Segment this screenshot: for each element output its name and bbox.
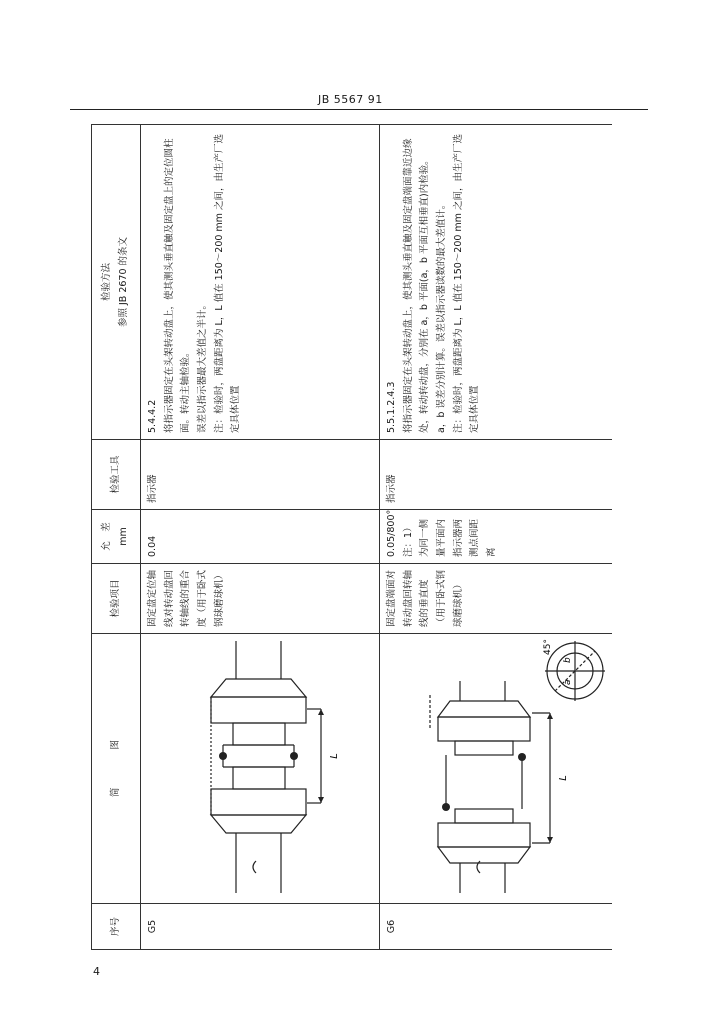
label-length-g6: L	[558, 775, 569, 781]
label-angle: 45°	[543, 639, 553, 655]
diagram-g6	[380, 633, 612, 903]
method-clause: 5.5.1.2.4.3	[386, 381, 397, 433]
page-number: 4	[93, 965, 100, 978]
header-method	[92, 125, 141, 440]
row-method	[380, 125, 613, 440]
header-method-title: 检验方法	[101, 263, 113, 302]
table-row	[380, 125, 613, 950]
rotated-table	[91, 124, 612, 950]
method-clause: 5.4.4.2	[147, 399, 158, 433]
diagram-g5	[141, 633, 379, 903]
spec-table-container	[91, 124, 612, 950]
method-error: a，b 误差分别计算。误差以指示器读数的最大差值计。	[435, 199, 447, 433]
method-step: 将指示器固定在头架转动盘上，使其测头垂直触及固定盘上的定位圆柱面。转动主轴检验。	[163, 138, 192, 433]
label-length-g5: L	[329, 753, 340, 759]
tolerance-note: 注：1）为同一侧量平面内指示器两测点间距离	[402, 518, 497, 557]
header-tool: 检验工具	[92, 440, 141, 510]
row-item: 固定盘定位轴线对转动盘回转轴线的重合度（用于卧式钢球磨球机）	[141, 564, 380, 634]
row-no: G5	[141, 904, 380, 950]
inspection-table	[91, 124, 612, 950]
label-plane-b: b	[563, 657, 573, 663]
row-method	[141, 125, 380, 440]
method-note: 注：检验时，两盘距离为 L，L 值在 150～200 mm 之间，由生产厂选定具体位置	[452, 134, 481, 433]
row-tolerance	[380, 510, 613, 564]
header-tolerance-label: 允 差	[101, 522, 113, 551]
standard-number: JB 5567 91	[318, 93, 383, 106]
row-no: G6	[380, 904, 613, 950]
figure-g6	[380, 634, 613, 904]
row-tool: 指示器	[380, 440, 613, 510]
header-figure: 简 图	[92, 634, 141, 904]
table-row	[141, 125, 380, 950]
table-header-row	[92, 125, 141, 950]
row-tool: 指示器	[141, 440, 380, 510]
method-step: 将指示器固定在头架转动盘上，使其测头垂直触及固定盘端面靠近边缘处，转动转动盘，分别在 a，b 平面(a，b 平面互相垂直)内检验。	[402, 138, 431, 433]
header-method-sub: 参照 JB 2670 的条文	[118, 236, 129, 328]
row-item: 固定盘端面对转动盘回转轴线的垂直度（用于卧式钢球磨球机）	[380, 564, 613, 634]
header-tolerance-unit: mm	[118, 527, 129, 546]
tolerance-value: 0.05/800°	[386, 509, 397, 557]
label-plane-a: a	[563, 679, 573, 685]
method-error: 误差以指示器最大差值之半计。	[196, 299, 208, 433]
figure-g5	[141, 634, 380, 904]
header-no: 序号	[92, 904, 141, 950]
row-tolerance: 0.04	[141, 510, 380, 564]
header-tolerance	[92, 510, 141, 564]
header-rule	[70, 109, 648, 110]
method-note: 注：检验时，两盘距离为 L，L 值在 150～200 mm 之间，由生产厂选定具体位置	[213, 134, 242, 433]
header-item: 检验项目	[92, 564, 141, 634]
